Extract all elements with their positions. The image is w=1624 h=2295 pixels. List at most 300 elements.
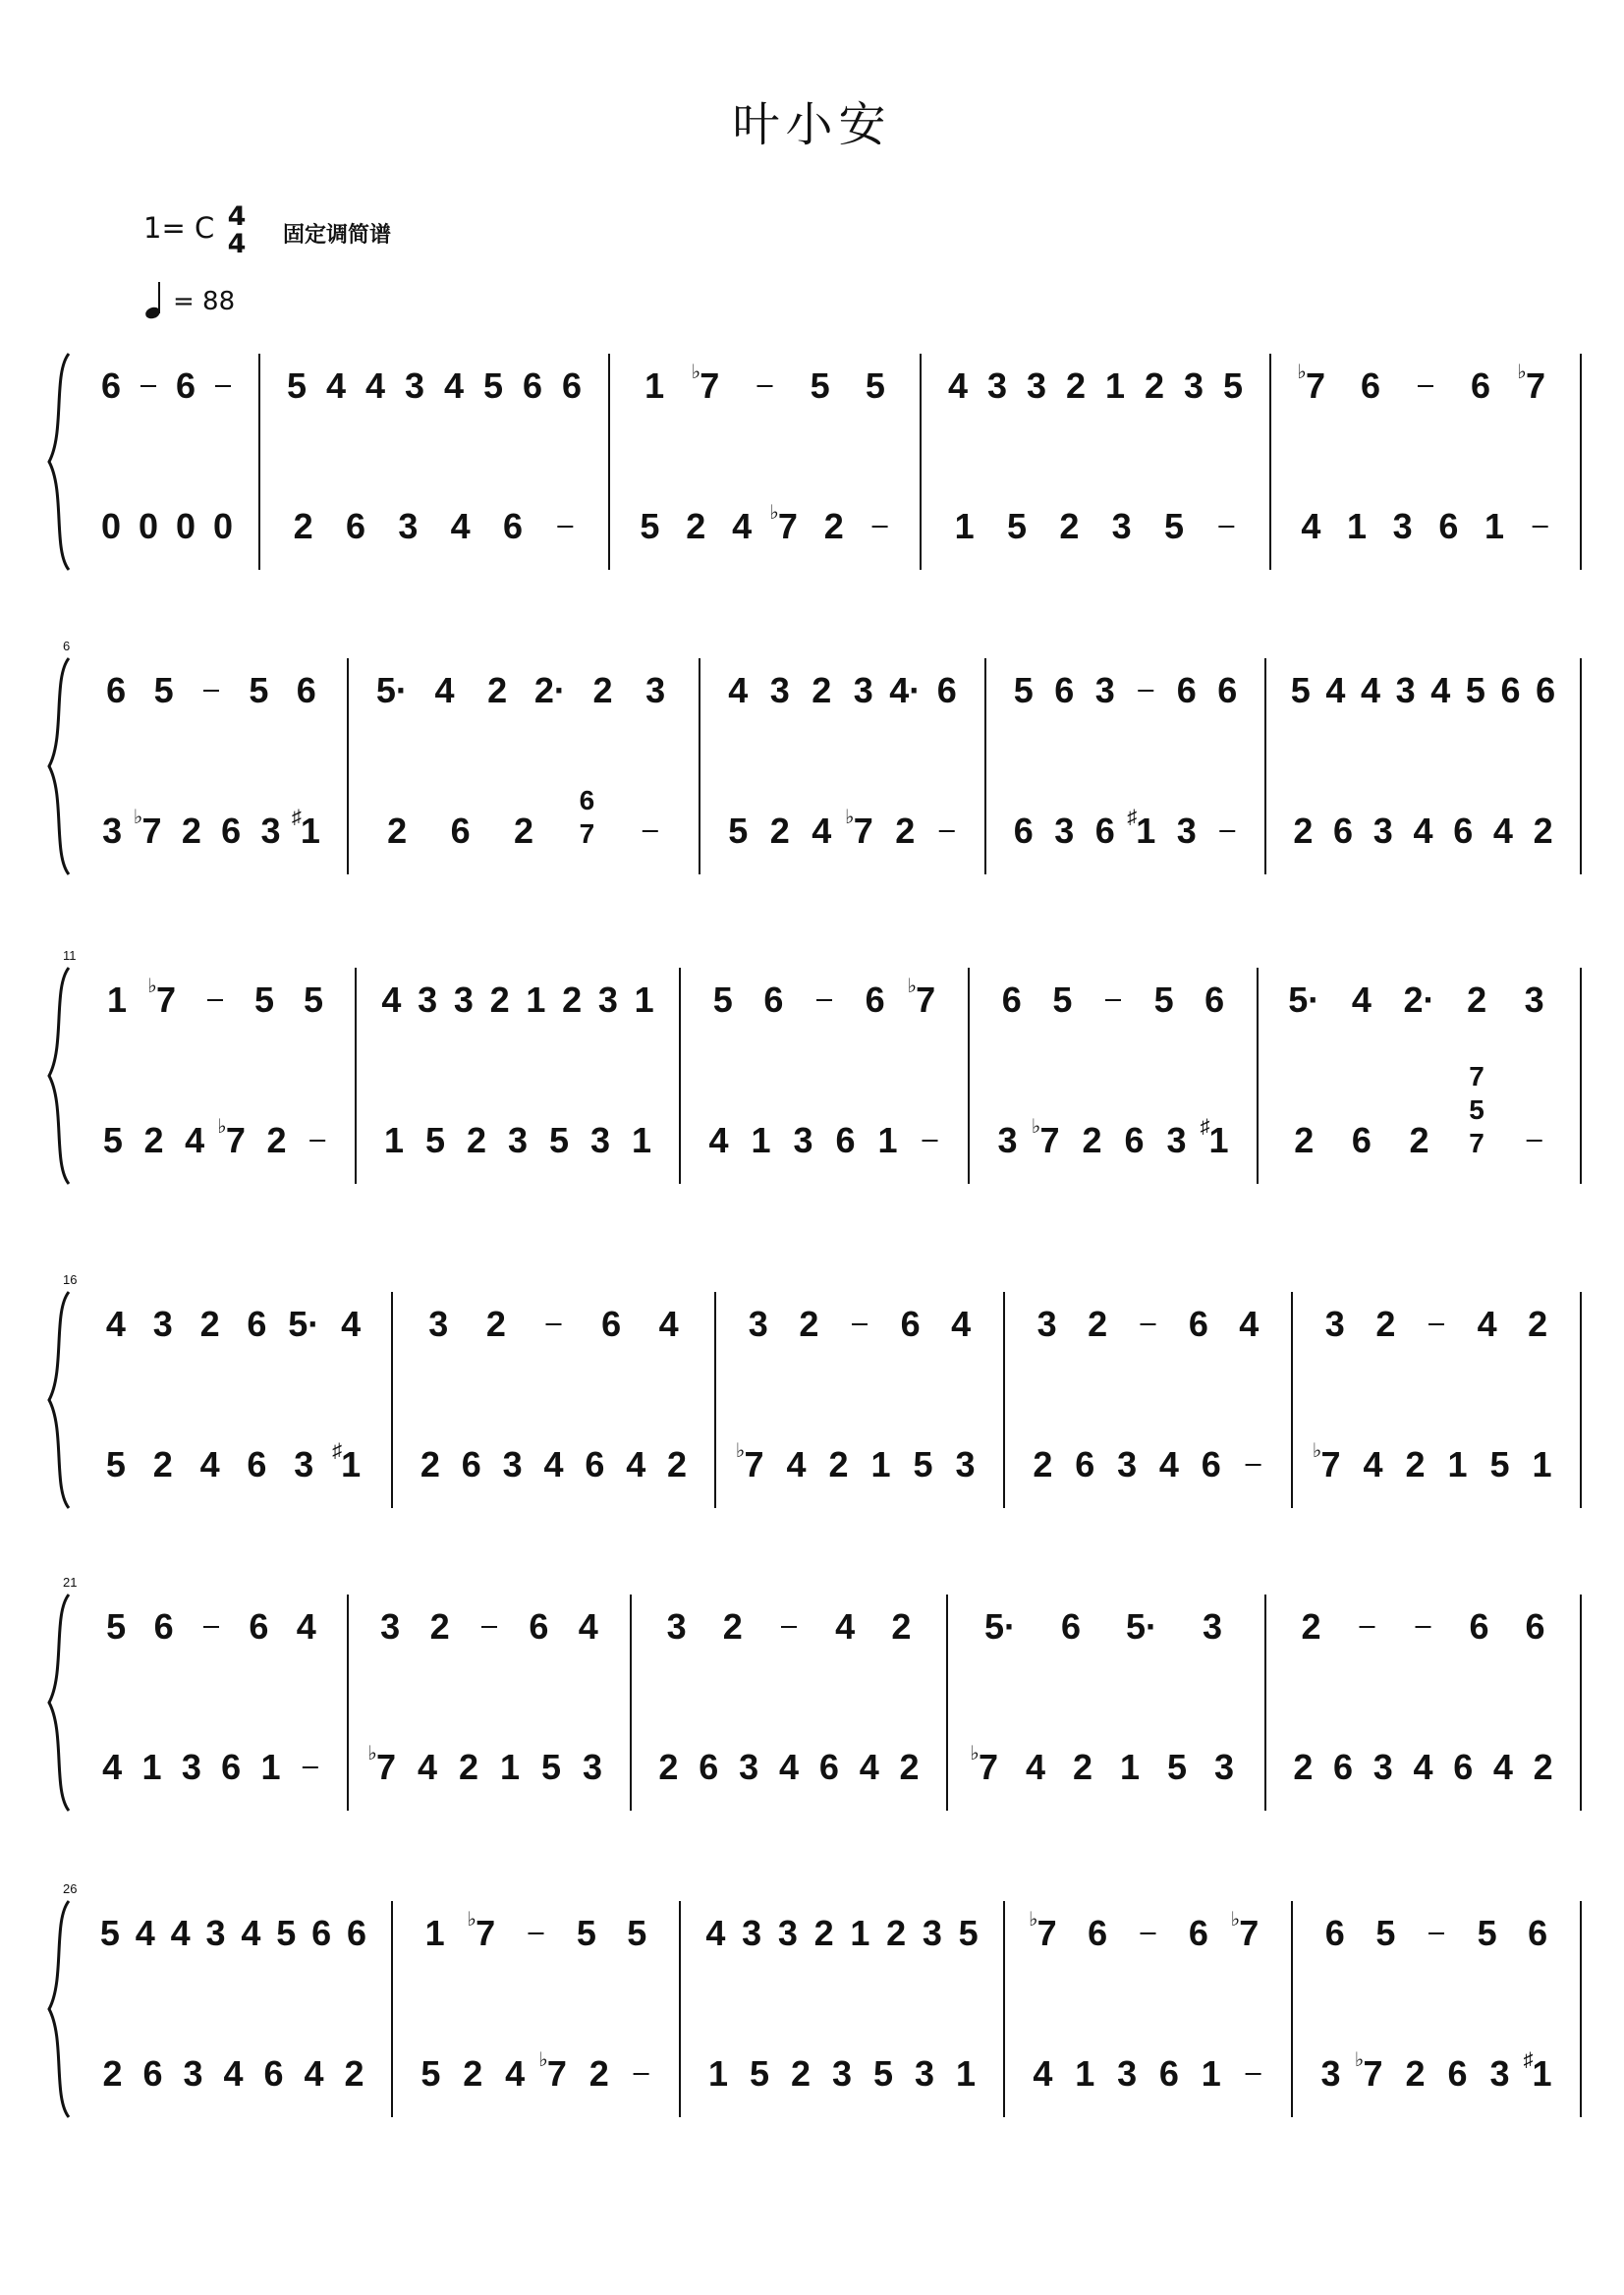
note: 4 xyxy=(1025,1747,1046,1787)
note: 2 xyxy=(667,1444,688,1484)
note: 3 xyxy=(666,1606,687,1647)
note: 2 xyxy=(828,1444,849,1484)
note: 3 xyxy=(922,1913,942,1953)
note: 2 xyxy=(463,2053,483,2094)
note: 4 xyxy=(185,1120,205,1160)
note: 5 xyxy=(913,1444,933,1484)
note: 1 xyxy=(424,1913,445,1953)
note: 3 xyxy=(1117,2053,1138,2094)
accidental-mark: ♭ xyxy=(1028,1909,1038,1931)
note: 4 xyxy=(296,1606,316,1647)
note: 4 xyxy=(1158,1444,1179,1484)
note: 2 xyxy=(813,1913,834,1953)
note: 4 xyxy=(1239,1304,1260,1344)
measure-number: 16 xyxy=(63,1272,78,1287)
note: 6 xyxy=(450,811,471,851)
note: 5 xyxy=(576,1913,596,1953)
note: 3 xyxy=(404,365,425,406)
note: 6 xyxy=(1528,1913,1548,1953)
note: 4 xyxy=(241,1913,261,1953)
note: 6 xyxy=(1324,1913,1345,1953)
note: 0 xyxy=(212,506,234,546)
note: 4 xyxy=(341,1304,362,1344)
note: 3 xyxy=(914,2053,935,2094)
note: 1 xyxy=(1201,2053,1221,2094)
note: 4 xyxy=(1033,2053,1053,2094)
accidental-mark: ♭ xyxy=(1230,1909,1241,1931)
note: 2 xyxy=(1375,1304,1396,1344)
score-system xyxy=(49,639,1581,874)
note: 2 xyxy=(344,2053,364,2094)
note: 6 xyxy=(699,1747,719,1787)
note: 4 xyxy=(1492,1747,1513,1787)
note: 4 xyxy=(705,1913,726,1953)
note: 1 xyxy=(106,980,128,1020)
accidental-mark: ♯ xyxy=(1127,807,1138,828)
note: 2 xyxy=(1294,1120,1315,1160)
note: 6 xyxy=(1088,1913,1108,1953)
note: 3 xyxy=(183,2053,203,2094)
note: 6 xyxy=(585,1444,605,1484)
note: 7 xyxy=(700,365,720,406)
note: 2 xyxy=(1467,980,1487,1020)
accidental-mark: ♭ xyxy=(133,807,143,828)
note: 6 xyxy=(221,811,242,851)
note: 2 xyxy=(102,2053,123,2094)
note: 6 xyxy=(249,1606,269,1647)
note: 6 xyxy=(900,1304,921,1344)
note: 4 xyxy=(835,1606,856,1647)
note: 5 xyxy=(1163,506,1185,546)
score-system xyxy=(49,1881,1581,2117)
note: 3 xyxy=(777,1913,798,1953)
accidental-mark: ♭ xyxy=(769,502,779,524)
measure-number: 6 xyxy=(63,639,71,653)
note: 1 xyxy=(300,811,320,851)
note: 4 xyxy=(417,1747,438,1787)
note: 5 xyxy=(540,1747,562,1787)
note: 3 xyxy=(1054,811,1075,851)
note: 2 xyxy=(293,506,313,546)
chord-note: 7 xyxy=(1469,1128,1484,1158)
note: 2· xyxy=(533,670,566,710)
note: 0 xyxy=(138,506,159,546)
note: 7 xyxy=(978,1747,999,1787)
note: 4 xyxy=(1492,811,1513,851)
note: 6 xyxy=(106,670,127,710)
chord-note: 7 xyxy=(579,818,595,849)
note: 5 xyxy=(1052,980,1073,1020)
note: 6 xyxy=(1060,1606,1082,1647)
note: 5 xyxy=(1489,1444,1510,1484)
note: 5 xyxy=(303,980,324,1020)
note: 6 xyxy=(247,1304,267,1344)
note: 2 xyxy=(886,1913,907,1953)
note: 2 xyxy=(722,1606,743,1647)
note: 1 xyxy=(499,1747,521,1787)
note: 3 xyxy=(597,980,618,1020)
note: 2 xyxy=(588,2053,609,2094)
note: 1 xyxy=(341,1444,362,1484)
note: 6 xyxy=(153,1606,174,1647)
note: 6 xyxy=(1188,1304,1208,1344)
note: 5 xyxy=(482,365,504,406)
note: 7 xyxy=(375,1747,397,1787)
note: 2 xyxy=(1065,365,1087,406)
note: 2 xyxy=(658,1747,679,1787)
note: 1 xyxy=(954,506,975,546)
measure-number: 21 xyxy=(63,1575,78,1590)
note: 2· xyxy=(1403,980,1435,1020)
note: 6 xyxy=(1124,1120,1145,1160)
note: 3 xyxy=(853,670,873,710)
note: 2 xyxy=(1293,811,1314,851)
note: 1 xyxy=(707,2053,729,2094)
note: 4 xyxy=(443,365,465,406)
accidental-mark: ♭ xyxy=(538,2049,548,2071)
note: 6 xyxy=(311,1913,332,1953)
note: 4 xyxy=(434,670,455,710)
note: 2 xyxy=(199,1304,220,1344)
note: 6 xyxy=(1217,670,1238,710)
note: 0 xyxy=(175,506,196,546)
note: 7 xyxy=(916,980,936,1020)
note: 3 xyxy=(739,1747,759,1787)
note: 4 xyxy=(102,1747,123,1787)
note: 1 xyxy=(526,980,546,1020)
note: 5 xyxy=(105,1444,126,1484)
note: 5 xyxy=(249,670,269,710)
note: 2 xyxy=(485,1304,506,1344)
system-brace xyxy=(49,1595,69,1811)
system-brace xyxy=(49,968,69,1184)
note: 5· xyxy=(375,670,408,710)
note: 2 xyxy=(1409,1120,1429,1160)
accidental-mark: ♭ xyxy=(367,1743,377,1764)
accidental-mark: ♭ xyxy=(1354,2049,1365,2071)
note: 3 xyxy=(1392,506,1413,546)
note: 6 xyxy=(1001,980,1022,1020)
note: 4 xyxy=(135,1913,155,1953)
note: 6 xyxy=(175,365,196,406)
accidental-mark: ♭ xyxy=(691,362,701,383)
note: 6 xyxy=(1075,1444,1095,1484)
note: 2 xyxy=(181,811,201,851)
note: 6 xyxy=(1536,670,1556,710)
note: 3 xyxy=(1524,980,1544,1020)
note: 2 xyxy=(686,506,706,546)
note: 2 xyxy=(1088,1304,1108,1344)
note: 4 xyxy=(1413,811,1433,851)
note: 6 xyxy=(1525,1606,1545,1647)
note: 5 xyxy=(1222,365,1244,406)
note: 6 xyxy=(1333,811,1354,851)
note: 3 xyxy=(1372,811,1393,851)
note: 1 xyxy=(1532,1444,1552,1484)
note: 1 xyxy=(1532,2053,1552,2094)
note: 4 xyxy=(450,506,471,546)
note: 6 xyxy=(865,980,885,1020)
note: 1 xyxy=(634,980,654,1020)
note: 1 xyxy=(877,1120,898,1160)
note: 3 xyxy=(1026,365,1047,406)
note: 4 xyxy=(364,365,386,406)
accidental-mark: ♯ xyxy=(1200,1116,1210,1138)
system-brace xyxy=(49,1292,69,1508)
note: 4 xyxy=(786,1444,807,1484)
note: 7 xyxy=(1039,1120,1060,1160)
note: 3 xyxy=(398,506,419,546)
note: 3 xyxy=(589,1120,611,1160)
note: 5 xyxy=(810,365,830,406)
note: 2 xyxy=(823,506,844,546)
note: 1 xyxy=(1447,1444,1468,1484)
measure-number: 11 xyxy=(63,948,77,963)
chord-note: 5 xyxy=(1469,1094,1484,1125)
note: 3 xyxy=(1117,1444,1138,1484)
note: 1 xyxy=(1104,365,1126,406)
note: 5 xyxy=(749,2053,770,2094)
note: 6 xyxy=(142,2053,163,2094)
accidental-mark: ♯ xyxy=(291,807,302,828)
note: 4· xyxy=(889,670,922,710)
note: 5 xyxy=(958,1913,979,1953)
note: 0 xyxy=(100,506,122,546)
note: 2 xyxy=(1405,2053,1426,2094)
note: 2 xyxy=(143,1120,164,1160)
note: 5 xyxy=(640,506,660,546)
note: 3 xyxy=(260,811,281,851)
note: 4 xyxy=(199,1444,220,1484)
note: 6 xyxy=(1351,1120,1372,1160)
note: 2 xyxy=(489,980,510,1020)
time-signature-bottom: 4 xyxy=(227,229,247,259)
note: 3 xyxy=(986,365,1008,406)
note: 6 xyxy=(1204,980,1225,1020)
note: 6 xyxy=(1176,670,1197,710)
note: 4 xyxy=(947,365,969,406)
accidental-mark: ♭ xyxy=(735,1440,746,1462)
note: 3 xyxy=(205,1913,226,1953)
score-system xyxy=(49,1575,1581,1811)
note: 4 xyxy=(578,1606,598,1647)
note: 3 xyxy=(582,1747,603,1787)
note: 4 xyxy=(658,1304,679,1344)
note: 2 xyxy=(790,2053,812,2094)
note: 6 xyxy=(247,1444,267,1484)
note: 3 xyxy=(1183,365,1204,406)
note: 3 xyxy=(1395,670,1416,710)
note: 3 xyxy=(645,670,666,710)
note: 4 xyxy=(626,1444,646,1484)
note: 5 xyxy=(420,2053,441,2094)
accidental-mark: ♭ xyxy=(845,807,855,828)
note: 1 xyxy=(644,365,665,406)
note: 4 xyxy=(223,2053,244,2094)
note: 5 xyxy=(286,365,308,406)
note: 6 xyxy=(835,1120,856,1160)
note: 3 xyxy=(502,1444,523,1484)
note: 2 xyxy=(799,1304,819,1344)
key-signature: 1= C xyxy=(143,211,215,245)
note: 6 xyxy=(561,365,583,406)
note: 6 xyxy=(818,1747,839,1787)
note: 3 xyxy=(453,980,474,1020)
note: 6 xyxy=(1447,2053,1468,2094)
note: 7 xyxy=(155,980,177,1020)
note: 2 xyxy=(1405,1444,1426,1484)
note: 1 xyxy=(260,1747,281,1787)
note: 6 xyxy=(1500,670,1521,710)
note: 2 xyxy=(592,670,613,710)
score-system xyxy=(49,354,1581,570)
note: 1 xyxy=(1484,506,1505,546)
note: 6 xyxy=(296,670,316,710)
note: 4 xyxy=(505,2053,526,2094)
note: 5 xyxy=(1375,1913,1396,1953)
note: 4 xyxy=(732,506,753,546)
accidental-mark: ♭ xyxy=(147,976,157,997)
note: 4 xyxy=(543,1444,564,1484)
note: 1 xyxy=(955,2053,977,2094)
note: 5 xyxy=(102,1120,123,1160)
note: 6 xyxy=(1013,811,1034,851)
note: 7 xyxy=(1239,1913,1260,1953)
note: 6 xyxy=(1438,506,1459,546)
note: 6 xyxy=(1453,1747,1474,1787)
system-brace xyxy=(49,1901,69,2117)
system-brace xyxy=(49,658,69,874)
note: 3 xyxy=(418,980,438,1020)
chord-note: 6 xyxy=(579,785,595,815)
note: 3 xyxy=(380,1606,401,1647)
score-system xyxy=(49,948,1581,1184)
note: 4 xyxy=(325,365,347,406)
note: 3 xyxy=(793,1120,813,1160)
note: 7 xyxy=(1305,365,1326,406)
note: 4 xyxy=(812,811,832,851)
note: 4 xyxy=(951,1304,972,1344)
note: 5 xyxy=(1290,670,1311,710)
note: 2 xyxy=(429,1606,450,1647)
note: 6 xyxy=(347,1913,367,1953)
note: 4 xyxy=(170,1913,191,1953)
note: 3 xyxy=(152,1304,173,1344)
note: 2 xyxy=(769,811,790,851)
note: 4 xyxy=(1325,670,1346,710)
note: 6 xyxy=(1333,1747,1354,1787)
note: 2 xyxy=(562,980,583,1020)
note: 6 xyxy=(1469,1606,1489,1647)
note: 2 xyxy=(458,1747,479,1787)
note: 4 xyxy=(1430,670,1451,710)
note: 1 xyxy=(1075,2053,1095,2094)
note: 2 xyxy=(1082,1120,1102,1160)
note: 1 xyxy=(751,1120,771,1160)
note: 7 xyxy=(141,811,162,851)
accidental-mark: ♭ xyxy=(467,1909,476,1931)
note: 6 xyxy=(529,1606,549,1647)
note: 4 xyxy=(1301,506,1321,546)
note: 7 xyxy=(853,811,873,851)
note: 2 xyxy=(1301,1606,1321,1647)
note: 2 xyxy=(891,1606,912,1647)
score-system xyxy=(49,1272,1581,1508)
note: 2 xyxy=(899,1747,920,1787)
note: 7 xyxy=(546,2053,567,2094)
note: 6 xyxy=(1201,1444,1221,1484)
note: 3 xyxy=(1202,1606,1223,1647)
note: 5 xyxy=(1013,670,1034,710)
accidental-mark: ♭ xyxy=(1031,1116,1041,1138)
note: 4 xyxy=(1413,1747,1433,1787)
note: 5 xyxy=(153,670,174,710)
note: 3 xyxy=(1166,1120,1187,1160)
note: 1 xyxy=(870,1444,891,1484)
note: 2 xyxy=(420,1444,440,1484)
note: 3 xyxy=(1324,1304,1345,1344)
note: 1 xyxy=(1346,506,1368,546)
accidental-mark: ♭ xyxy=(970,1743,980,1764)
note: 1 xyxy=(1208,1120,1229,1160)
note: 6 xyxy=(522,365,543,406)
system-brace xyxy=(49,354,69,570)
note: 6 xyxy=(461,1444,481,1484)
note: 5 xyxy=(865,365,885,406)
note: 2 xyxy=(513,811,534,851)
note: 2 xyxy=(1533,1747,1553,1787)
note: 5· xyxy=(1288,980,1320,1020)
note: 3 xyxy=(181,1747,201,1787)
note: 2 xyxy=(487,670,508,710)
accidental-mark: ♯ xyxy=(332,1440,343,1462)
note: 5 xyxy=(712,980,733,1020)
note: 4 xyxy=(1351,980,1372,1020)
chord-note: 7 xyxy=(1469,1061,1484,1092)
note: 3 xyxy=(102,811,123,851)
note: 2 xyxy=(895,811,916,851)
notation-mode-label: 固定调简谱 xyxy=(283,223,392,248)
note: 2 xyxy=(1144,365,1165,406)
note: 5 xyxy=(106,1606,127,1647)
note: 1 xyxy=(631,1120,652,1160)
note: 5· xyxy=(1125,1606,1158,1647)
note: 2 xyxy=(1293,1747,1314,1787)
accidental-mark: ♭ xyxy=(217,1116,227,1138)
tempo-value: = 88 xyxy=(173,287,236,316)
note: 5 xyxy=(1006,506,1028,546)
note: 5 xyxy=(253,980,275,1020)
note: 6 xyxy=(221,1747,242,1787)
note: 1 xyxy=(1119,1747,1141,1787)
note: 1 xyxy=(1136,811,1156,851)
note: 6 xyxy=(1054,670,1075,710)
note: 3 xyxy=(742,1913,762,1953)
note: 6 xyxy=(1360,365,1381,406)
note: 6 xyxy=(1453,811,1474,851)
note: 3 xyxy=(955,1444,976,1484)
note: 6 xyxy=(1470,365,1491,406)
note: 3 xyxy=(507,1120,529,1160)
note: 4 xyxy=(381,980,402,1020)
note: 3 xyxy=(831,2053,853,2094)
note: 5 xyxy=(872,2053,894,2094)
accidental-mark: ♯ xyxy=(1523,2049,1534,2071)
note: 5 xyxy=(1477,1913,1497,1953)
note: 2 xyxy=(387,811,408,851)
note: 3 xyxy=(294,1444,314,1484)
note: 6 xyxy=(1094,811,1115,851)
